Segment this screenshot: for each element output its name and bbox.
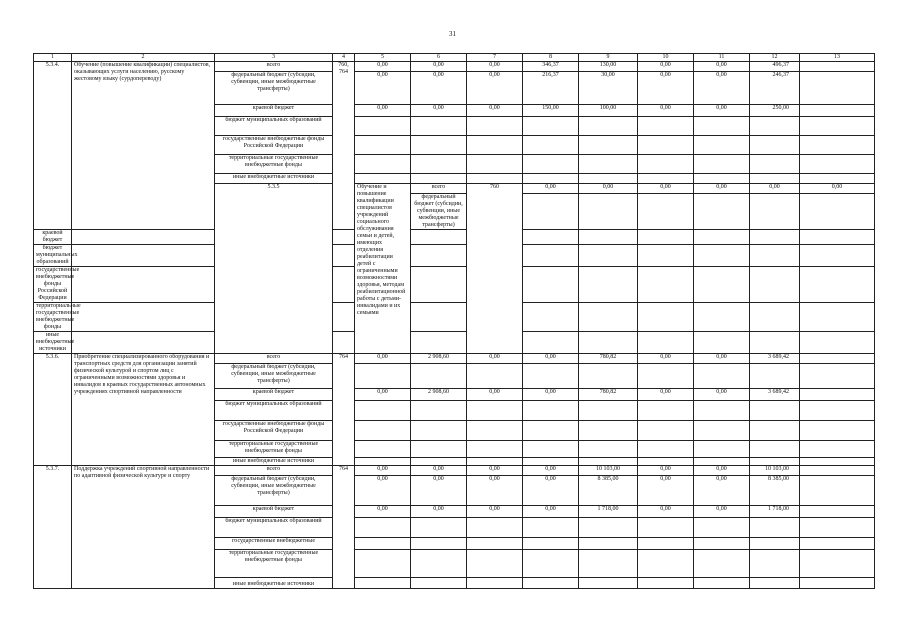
source-label: бюджет муниципальных образований: [215, 401, 333, 421]
value-cell: 0,00: [694, 476, 750, 506]
table-row: [34, 332, 875, 354]
value-cell: 780,82: [579, 389, 638, 401]
table-row: [34, 354, 875, 364]
header-cell: 12: [750, 54, 800, 62]
source-label: иные внебюджетные источники: [215, 458, 333, 466]
value-cell: 0,00: [355, 72, 411, 105]
empty-cell: [800, 389, 875, 401]
section-col4: 760: [467, 184, 523, 354]
source-label: краевой бюджет: [215, 506, 333, 518]
value-cell: 0,00: [694, 506, 750, 518]
value-cell: 0,00: [523, 506, 579, 518]
value-cell: 0,00: [579, 184, 638, 194]
value-cell: 0,00: [467, 105, 523, 117]
value-cell: 0,00: [467, 62, 523, 72]
header-cell: 13: [800, 54, 875, 62]
value-cell: 3 689,42: [750, 389, 800, 401]
header-cell: 5: [355, 54, 411, 62]
value-cell: 0,00: [638, 389, 694, 401]
table-row: [34, 230, 875, 245]
source-label: федеральный бюджет (субсидии, субвенции, иные межбюджетные трансферты): [411, 194, 467, 230]
value-cell: 130,00: [579, 62, 638, 72]
value-cell: 0,00: [467, 476, 523, 506]
value-cell: 0,00: [411, 62, 467, 72]
value-cell: 216,37: [523, 72, 579, 105]
value-cell: 0,00: [523, 476, 579, 506]
value-cell: 0,00: [467, 506, 523, 518]
value-cell: 0,00: [694, 354, 750, 364]
section-code: 5.3.6.: [34, 354, 72, 466]
value-cell: 0,00: [694, 105, 750, 117]
empty-cell: [800, 506, 875, 518]
source-label: государственные внебюджетные фонды Российской Федерации: [215, 136, 333, 155]
table-row: [34, 267, 875, 303]
value-cell: 0,00: [355, 389, 411, 401]
value-cell: 0,00: [355, 105, 411, 117]
value-cell: 0,00: [638, 184, 694, 194]
section-col4: 760, 764: [333, 62, 355, 230]
value-cell: 0,00: [411, 506, 467, 518]
source-label: территориальные государственные внебюджетные фонды: [215, 550, 333, 578]
source-label: государственные внебюджетные: [215, 538, 333, 550]
value-cell: 150,00: [523, 105, 579, 117]
value-cell: 0,00: [694, 62, 750, 72]
value-cell: 0,00: [411, 105, 467, 117]
section-code: 5.3.7.: [34, 466, 72, 589]
source-label: краевой бюджет: [215, 389, 333, 401]
section-col4: 764: [333, 466, 355, 589]
value-cell: 0,00: [638, 506, 694, 518]
value-cell: 0,00: [523, 184, 579, 194]
source-label: федеральный бюджет (субсидии, субвенции, иные межбюджетные трансферты): [215, 476, 333, 506]
source-label: государственные внебюджетные фонды Российской Федерации: [215, 421, 333, 441]
table-row: [34, 303, 875, 332]
section-code: 5.3.4.: [34, 62, 72, 230]
header-cell: 3: [215, 54, 333, 62]
value-cell: 8 385,00: [579, 476, 638, 506]
source-label: территориальные государственные внебюджетные фонды: [34, 303, 72, 332]
source-label: территориальные государственные внебюджетные фонды: [215, 155, 333, 174]
value-cell: 0,00: [411, 466, 467, 476]
source-label: иные внебюджетные источники: [34, 332, 72, 354]
source-label: иные внебюджетные источники: [215, 174, 333, 184]
value-cell: 2 908,60: [411, 389, 467, 401]
value-cell: 0,00: [467, 389, 523, 401]
source-label: бюджет муниципальных образований: [34, 245, 72, 267]
value-cell: 0,00: [523, 389, 579, 401]
source-label: всего: [215, 354, 333, 364]
value-cell: 0,00: [694, 466, 750, 476]
value-cell: 346,37: [523, 62, 579, 72]
value-cell: 0,00: [638, 476, 694, 506]
value-cell: 0,00: [355, 354, 411, 364]
value-cell: 0,00: [638, 466, 694, 476]
value-cell: 0,00: [638, 72, 694, 105]
value-cell: 0,00: [694, 184, 750, 194]
header-row: [34, 54, 875, 62]
value-cell: 10 103,00: [750, 466, 800, 476]
empty-cell: [800, 476, 875, 506]
section-col4: 764: [333, 354, 355, 466]
section-title: Обучение и повышение квалификации специалистов учреждений социального обслуживания семьи и детей, имеющих отделения реабилитации детей с ограниченными возможностями здоровья, методам реабилитационной работы с детьми-инвалидами и их семьями: [355, 184, 411, 354]
empty-cell: [800, 354, 875, 364]
source-label: иные внебюджетные источники: [215, 578, 333, 589]
value-cell: 3 689,42: [750, 354, 800, 364]
source-label: бюджет муниципальных образований: [215, 117, 333, 136]
source-label: федеральный бюджет (субсидии, субвенции, иные межбюджетные трансферты): [215, 72, 333, 105]
value-cell: 100,00: [579, 105, 638, 117]
header-cell: 10: [638, 54, 694, 62]
source-label: краевой бюджет: [215, 105, 333, 117]
header-cell: 6: [411, 54, 467, 62]
value-cell: 250,00: [750, 105, 800, 117]
value-cell: 10 103,00: [579, 466, 638, 476]
value-cell: 780,82: [579, 354, 638, 364]
section-title: Приобретение специализированного оборудования и транспортных средств для организации занятий физической культурой и спортом лиц с ограниченными возможностями здоровья и инвалидов в краевых государственных автономных учреждениях спортивной направленности: [72, 354, 215, 466]
value-cell: 0,00: [467, 466, 523, 476]
source-label: территориальные государственные внебюджетные фонды: [215, 441, 333, 458]
section-title: Поддержка учреждений спортивной направленности по адаптивной физической культуре и спорту: [72, 466, 215, 589]
value-cell: 0,00: [467, 354, 523, 364]
header-cell: 1: [34, 54, 72, 62]
source-label: всего: [215, 62, 333, 72]
value-cell: 0,00: [355, 466, 411, 476]
empty-cell: [800, 105, 875, 117]
source-label: бюджет муниципальных образований: [215, 518, 333, 538]
page-number: 31: [449, 30, 456, 38]
value-cell: 30,00: [579, 72, 638, 105]
budget-table: [33, 53, 875, 589]
section-title: Обучение (повышение квалификации) специалистов, оказывающих услуги населению, русскому жестовому языку (сурдопереводу): [72, 62, 215, 230]
value-cell: 0,00: [355, 476, 411, 506]
value-cell: 8 385,00: [750, 476, 800, 506]
value-cell: 0,00: [638, 62, 694, 72]
table-row: [34, 466, 875, 476]
empty-cell: [800, 466, 875, 476]
header-cell: 9: [579, 54, 638, 62]
value-cell: 0,00: [800, 184, 875, 194]
value-cell: 246,37: [750, 72, 800, 105]
value-cell: 0,00: [750, 184, 800, 194]
value-cell: 0,00: [411, 72, 467, 105]
value-cell: 0,00: [694, 72, 750, 105]
value-cell: 1 718,00: [750, 506, 800, 518]
table-row: [34, 62, 875, 72]
source-label: всего: [411, 184, 467, 194]
empty-cell: [800, 62, 875, 72]
header-cell: 4: [333, 54, 355, 62]
empty-cell: [800, 72, 875, 105]
value-cell: 0,00: [523, 466, 579, 476]
header-cell: 7: [467, 54, 523, 62]
value-cell: 0,00: [467, 72, 523, 105]
value-cell: 0,00: [355, 506, 411, 518]
value-cell: 0,00: [638, 105, 694, 117]
value-cell: 496,37: [750, 62, 800, 72]
value-cell: 0,00: [638, 354, 694, 364]
source-label: всего: [215, 466, 333, 476]
value-cell: 0,00: [523, 354, 579, 364]
source-label: краевой бюджет: [34, 230, 72, 245]
value-cell: 0,00: [411, 476, 467, 506]
source-label: государственные внебюджетные фонды Российской Федерации: [34, 267, 72, 303]
value-cell: 1 718,00: [579, 506, 638, 518]
value-cell: 0,00: [355, 62, 411, 72]
value-cell: 2 908,60: [411, 354, 467, 364]
value-cell: 0,00: [694, 389, 750, 401]
source-label: федеральный бюджет (субсидии, субвенции, иные межбюджетные трансферты): [215, 364, 333, 389]
header-cell: 11: [694, 54, 750, 62]
table-row: [34, 245, 875, 267]
section-code: 5.3.5: [215, 184, 333, 354]
header-cell: 8: [523, 54, 579, 62]
header-cell: 2: [72, 54, 215, 62]
